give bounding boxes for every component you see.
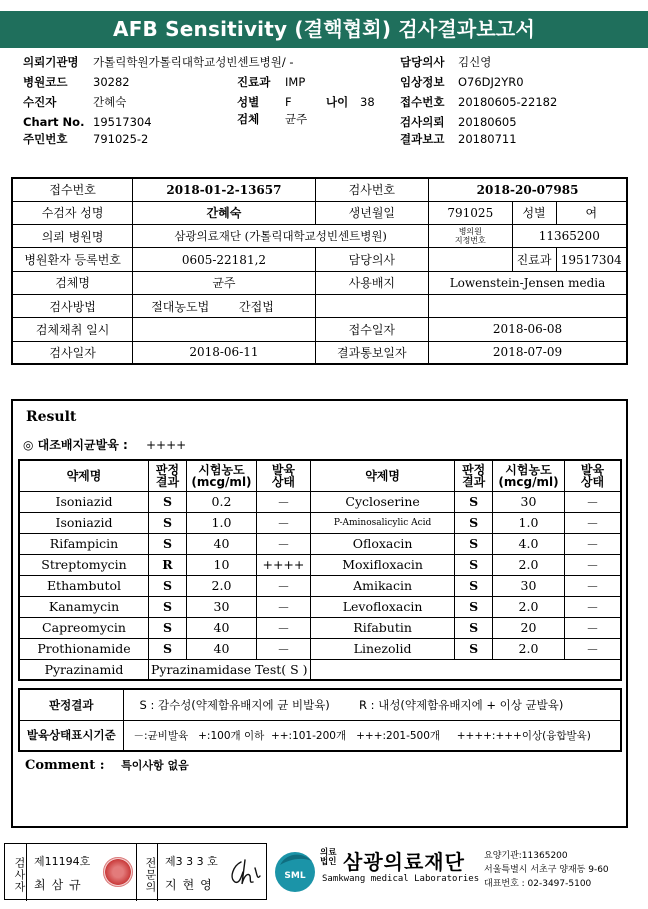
growth-legend-value: －:균비발육 +:100개 이하 ++:101-200개 +++:201-500개 ++++:+++이상(융합발육) bbox=[123, 720, 621, 751]
info-specimen: 검체 균주 bbox=[237, 112, 308, 126]
col-judge bbox=[148, 460, 186, 491]
right-drug-cell: Levofloxacin bbox=[310, 596, 454, 617]
left-growth-cell: － bbox=[256, 491, 310, 512]
info-hospital-code: 병원코드 30282 bbox=[23, 75, 130, 89]
info-age: 나이 38 bbox=[326, 95, 375, 109]
designated-label-line2: 지정번호 bbox=[454, 236, 486, 246]
dob-label: 생년월일 bbox=[315, 201, 428, 224]
receipt-no-label: 접수번호 bbox=[12, 178, 133, 201]
left-conc-cell: 2.0 bbox=[186, 575, 256, 596]
left-growth-cell: － bbox=[256, 596, 310, 617]
org-info-phone: 대표번호 : 02-3497-5100 bbox=[484, 879, 592, 889]
right-drug-cell: Moxifloxacin bbox=[310, 554, 454, 575]
pza-test-cell: Pyrazinamidase Test( S ) bbox=[148, 659, 310, 680]
org-info-code: 요양기관:11365200 bbox=[484, 851, 568, 861]
test-no-value: 2018-20-07985 bbox=[429, 178, 627, 201]
sensitivity-row bbox=[19, 491, 621, 512]
doctor-label: 담당의사 bbox=[315, 248, 428, 271]
org-type bbox=[320, 849, 336, 867]
right-growth-cell: － bbox=[564, 617, 621, 638]
col-growth-2-line1: 발육 bbox=[580, 462, 605, 477]
left-judge-cell: S bbox=[148, 575, 186, 596]
specimen-value: 균주 bbox=[133, 271, 315, 294]
sml-logo-text: SML bbox=[284, 871, 306, 881]
comment-label: Comment : bbox=[25, 758, 105, 773]
info-chart: Chart No. 19517304 bbox=[23, 115, 152, 129]
examiner-name: 최삼규 bbox=[34, 878, 87, 892]
right-drug-cell: Ofloxacin bbox=[310, 533, 454, 554]
left-conc-cell: 10 bbox=[186, 554, 256, 575]
medium-label: 사용배지 bbox=[315, 271, 428, 294]
pza-row bbox=[19, 659, 621, 680]
comment bbox=[25, 757, 189, 773]
left-conc-cell: 40 bbox=[186, 617, 256, 638]
col-growth-line1: 발육 bbox=[271, 462, 296, 477]
left-drug-cell: Kanamycin bbox=[19, 596, 148, 617]
judge-legend-value: S : 감수성(약제함유배지에 균 비발육) R : 내성(약제함유배지에 + 이상 균발육) bbox=[123, 689, 621, 720]
supervisor-label: 전문의 bbox=[136, 844, 158, 901]
col-drug-2: 약제명 bbox=[310, 460, 454, 491]
col-growth-line2: 상태 bbox=[271, 474, 296, 489]
growth-legend-label: 발육상태표시기준 bbox=[19, 720, 123, 751]
col-conc-2 bbox=[493, 460, 565, 491]
right-conc-cell: 20 bbox=[493, 617, 565, 638]
left-growth-cell: － bbox=[256, 617, 310, 638]
sensitivity-row bbox=[19, 596, 621, 617]
right-drug-cell: Cycloserine bbox=[310, 491, 454, 512]
col-conc-line1: 시험농도 bbox=[198, 462, 245, 477]
info-report: 결과보고 20180711 bbox=[400, 132, 517, 146]
test-no-label: 검사번호 bbox=[315, 178, 428, 201]
sensitivity-header-row bbox=[19, 460, 621, 491]
name-value: 간혜숙 bbox=[133, 201, 315, 224]
col-conc-line2: (mcg/ml) bbox=[191, 474, 252, 489]
info-request: 검사의뢰 20180605 bbox=[400, 115, 517, 129]
col-conc-2-line2: (mcg/ml) bbox=[498, 474, 559, 489]
org-info-address: 서울특별시 서초구 양재동 9-60 bbox=[484, 865, 609, 875]
left-drug-cell: Ethambutol bbox=[19, 575, 148, 596]
col-conc-2-line1: 시험농도 bbox=[505, 462, 552, 477]
col-drug: 약제명 bbox=[19, 460, 148, 491]
left-judge-cell: S bbox=[148, 533, 186, 554]
designated-no-value: 11365200 bbox=[512, 225, 627, 248]
dept-value: 19517304 bbox=[556, 248, 627, 271]
right-drug-cell: Rifabutin bbox=[310, 617, 454, 638]
right-drug-cell: Linezolid bbox=[310, 638, 454, 659]
pza-drug-cell: Pyrazinamid bbox=[19, 659, 148, 680]
hospital-value: 삼광의료재단 (가톨릭대학교성빈센트병원) bbox=[133, 225, 429, 248]
right-growth-cell: － bbox=[564, 491, 621, 512]
sensitivity-row bbox=[19, 638, 621, 659]
hospital-label: 의뢰 병원명 bbox=[12, 225, 133, 248]
left-judge-cell: S bbox=[148, 617, 186, 638]
col-judge-2-line1: 판정 bbox=[462, 462, 486, 477]
right-conc-cell: 4.0 bbox=[493, 533, 565, 554]
right-judge-cell: S bbox=[455, 638, 493, 659]
org-type-line2: 법인 bbox=[320, 857, 337, 867]
left-drug-cell: Isoniazid bbox=[19, 491, 148, 512]
right-drug-cell: Amikacin bbox=[310, 575, 454, 596]
control-growth-label: ◎ 대조배지균발육 : bbox=[23, 438, 128, 452]
left-growth-cell: － bbox=[256, 575, 310, 596]
sensitivity-row bbox=[19, 575, 621, 596]
left-drug-cell: Prothionamide bbox=[19, 638, 148, 659]
result-section bbox=[11, 399, 628, 828]
right-conc-cell: 30 bbox=[493, 575, 565, 596]
org-info bbox=[484, 849, 609, 891]
info-doctor: 담당의사 김신영 bbox=[400, 55, 492, 69]
signature-icon bbox=[227, 856, 263, 890]
examiner-label: 검사자 bbox=[5, 844, 27, 901]
test-date-value: 2018-06-11 bbox=[133, 341, 315, 364]
specimen-label: 검체명 bbox=[12, 271, 133, 294]
receipt-date-label: 접수일자 bbox=[315, 318, 428, 341]
right-judge-cell: S bbox=[455, 533, 493, 554]
right-drug-cell: P-Aminosalicylic Acid bbox=[310, 512, 454, 533]
org-english-name: Samkwang medical Laboratories bbox=[322, 874, 480, 884]
request-form-table bbox=[11, 177, 628, 365]
left-judge-cell: S bbox=[148, 596, 186, 617]
left-drug-cell: Streptomycin bbox=[19, 554, 148, 575]
collection-value bbox=[133, 318, 315, 341]
left-judge-cell: R bbox=[148, 554, 186, 575]
method-indirect: 간접법 bbox=[239, 299, 274, 314]
right-judge-cell: S bbox=[455, 596, 493, 617]
sensitivity-row bbox=[19, 617, 621, 638]
right-growth-cell: － bbox=[564, 596, 621, 617]
info-clinical: 임상정보 O76DJ2YR0 bbox=[400, 75, 524, 89]
info-department: 진료과 IMP bbox=[237, 75, 306, 89]
left-growth-cell: － bbox=[256, 512, 310, 533]
col-judge-2-line2: 결과 bbox=[462, 474, 486, 489]
right-growth-cell: － bbox=[564, 554, 621, 575]
receipt-date-value: 2018-06-08 bbox=[429, 318, 627, 341]
supervisor-name: 지현영 bbox=[165, 878, 218, 892]
right-conc-cell: 1.0 bbox=[493, 512, 565, 533]
right-judge-cell: S bbox=[455, 554, 493, 575]
col-growth-2 bbox=[564, 460, 621, 491]
sex-value: 여 bbox=[556, 201, 627, 224]
name-label: 수검자 성명 bbox=[12, 201, 133, 224]
examiner-no: 제11194호 bbox=[34, 855, 91, 868]
left-judge-cell: S bbox=[148, 491, 186, 512]
method-value bbox=[133, 294, 315, 317]
method-absolute: 절대농도법 bbox=[151, 299, 210, 314]
signature-box bbox=[4, 843, 267, 900]
sensitivity-row bbox=[19, 533, 621, 554]
sensitivity-table bbox=[18, 459, 622, 681]
right-judge-cell: S bbox=[455, 512, 493, 533]
info-institution: 의뢰기관명 가톨릭학원가톨릭대학교성빈센트병원/ - bbox=[23, 55, 294, 69]
col-conc bbox=[186, 460, 256, 491]
info-patient: 수진자 간혜숙 bbox=[23, 95, 127, 109]
dob-value: 791025 bbox=[429, 201, 513, 224]
examiner-seal-icon bbox=[103, 857, 133, 887]
left-conc-cell: 30 bbox=[186, 596, 256, 617]
left-conc-cell: 40 bbox=[186, 533, 256, 554]
right-judge-cell: S bbox=[455, 617, 493, 638]
info-id: 주민번호 791025-2 bbox=[23, 132, 149, 146]
info-sex: 성별 F bbox=[237, 95, 292, 109]
right-growth-cell: － bbox=[564, 575, 621, 596]
left-conc-cell: 0.2 bbox=[186, 491, 256, 512]
right-growth-cell: － bbox=[564, 512, 621, 533]
comment-value: 특이사항 없음 bbox=[121, 759, 189, 772]
report-title: AFB Sensitivity (결핵협회) 검사결과보고서 bbox=[0, 11, 648, 48]
left-growth-cell: ++++ bbox=[256, 554, 310, 575]
control-growth-value: ++++ bbox=[145, 438, 187, 452]
left-growth-cell: － bbox=[256, 533, 310, 554]
sex-label: 성별 bbox=[512, 201, 556, 224]
col-judge-2 bbox=[455, 460, 493, 491]
supervisor-no: 제3 3 3 호 bbox=[165, 855, 218, 868]
collection-label: 검체채취 일시 bbox=[12, 318, 133, 341]
dept-label: 진료과 bbox=[512, 248, 556, 271]
left-judge-cell: S bbox=[148, 512, 186, 533]
right-conc-cell: 2.0 bbox=[493, 638, 565, 659]
col-judge-line1: 판정 bbox=[155, 462, 180, 477]
method-label: 검사방법 bbox=[12, 294, 133, 317]
org-name: 삼광의료재단 bbox=[343, 850, 465, 874]
designated-label-line1: 병의원 bbox=[458, 227, 482, 237]
doctor-value bbox=[429, 248, 513, 271]
result-title: Result bbox=[26, 409, 77, 425]
report-date-value: 2018-07-09 bbox=[429, 341, 627, 364]
left-growth-cell: － bbox=[256, 638, 310, 659]
left-drug-cell: Capreomycin bbox=[19, 617, 148, 638]
left-conc-cell: 40 bbox=[186, 638, 256, 659]
receipt-no-value: 2018-01-2-13657 bbox=[133, 178, 315, 201]
col-growth bbox=[256, 460, 310, 491]
left-conc-cell: 1.0 bbox=[186, 512, 256, 533]
left-drug-cell: Rifampicin bbox=[19, 533, 148, 554]
col-judge-line2: 결과 bbox=[155, 474, 180, 489]
judge-legend-label: 판정결과 bbox=[19, 689, 123, 720]
col-growth-2-line2: 상태 bbox=[580, 474, 605, 489]
legend-table bbox=[18, 688, 622, 752]
pza-blank-cell bbox=[310, 659, 621, 680]
right-conc-cell: 2.0 bbox=[493, 554, 565, 575]
right-conc-cell: 30 bbox=[493, 491, 565, 512]
right-growth-cell: － bbox=[564, 638, 621, 659]
reg-no-value: 0605-22181,2 bbox=[133, 248, 315, 271]
reg-no-label: 병원환자 등록번호 bbox=[12, 248, 133, 271]
right-growth-cell: － bbox=[564, 533, 621, 554]
medium-value: Lowenstein-Jensen media bbox=[429, 271, 627, 294]
test-date-label: 검사일자 bbox=[12, 341, 133, 364]
designated-label bbox=[429, 225, 513, 248]
sml-logo-icon bbox=[272, 847, 318, 893]
info-receipt-no: 접수번호 20180605-22182 bbox=[400, 95, 558, 109]
control-growth bbox=[23, 436, 186, 453]
left-judge-cell: S bbox=[148, 638, 186, 659]
report-date-label: 결과통보일자 bbox=[315, 341, 428, 364]
org-type-line1: 의료 bbox=[320, 848, 337, 858]
right-judge-cell: S bbox=[455, 491, 493, 512]
left-drug-cell: Isoniazid bbox=[19, 512, 148, 533]
footer bbox=[0, 843, 648, 903]
sensitivity-row bbox=[19, 512, 621, 533]
sensitivity-row bbox=[19, 554, 621, 575]
right-judge-cell: S bbox=[455, 575, 493, 596]
right-conc-cell: 2.0 bbox=[493, 596, 565, 617]
